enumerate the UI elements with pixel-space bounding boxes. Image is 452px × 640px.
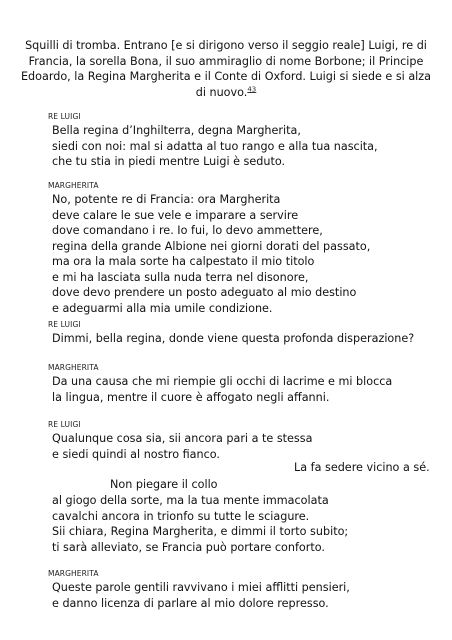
speech-line: Bella regina d’Inghilterra, degna Margherita, bbox=[52, 124, 301, 137]
speech-line: regina della grande Albione nei giorni dorati del passato, bbox=[52, 239, 371, 253]
stage-direction-line: Edoardo, la Regina Margherita e il Conte di Oxford. Luigi si siede e si alza bbox=[20, 70, 432, 83]
speech-block bbox=[52, 493, 348, 555]
speech-block bbox=[52, 331, 414, 347]
speech-line: Sii chiara, Regina Margherita, e dimmi il torto subito; bbox=[52, 525, 349, 538]
speech-line: siedi con noi: mal si adatta al tuo rango e alla tua nascita, bbox=[52, 139, 378, 153]
speaker-name: RE LUIGI bbox=[48, 112, 81, 121]
inline-stage-direction: La fa sedere vicino a sé. bbox=[294, 461, 430, 474]
speech-block bbox=[52, 374, 392, 405]
speaker-name: RE LUIGI bbox=[48, 420, 81, 429]
speech-line: e adeguarmi alla mia umile condizione. bbox=[52, 301, 273, 315]
speech-line-indented: Non piegare il collo bbox=[110, 478, 218, 491]
speech-line: ma ora la mala sorte ha calpestato il mio titolo bbox=[52, 255, 315, 268]
stage-direction-line: di nuovo. bbox=[195, 85, 248, 99]
speech-line: deve calare le sue vele e imparare a servire bbox=[52, 208, 299, 222]
speech-line: Qualunque cosa sia, sii ancora pari a te stessa bbox=[52, 432, 313, 445]
speech-line: cavalchi ancora in trionfo su tutte le sciagure. bbox=[52, 509, 310, 523]
speech-line: e danno licenza di parlare al mio dolore represso. bbox=[52, 596, 329, 610]
speech-line: Da una causa che mi riempie gli occhi di lacrime e mi blocca bbox=[52, 375, 393, 388]
speaker-name: MARGHERITA bbox=[48, 569, 99, 578]
speech-block bbox=[110, 477, 218, 493]
speech-line: al giogo della sorte, ma la tua mente immacolata bbox=[52, 494, 329, 507]
speech-line: No, potente re di Francia: ora Margherita bbox=[52, 193, 281, 206]
speech-line: e mi ha lasciata sulla nuda terra nel disonore, bbox=[52, 270, 309, 284]
speech-line: che tu stia in piedi mentre Luigi è seduto. bbox=[52, 155, 286, 168]
speaker-name: MARGHERITA bbox=[48, 181, 99, 190]
speech-block bbox=[52, 431, 312, 462]
speech-line: la lingua, mentre il cuore è affogato negli affanni. bbox=[52, 390, 330, 404]
stage-direction-line: Squilli di tromba. Entrano [e si dirigono verso il seggio reale] Luigi, re di bbox=[25, 39, 427, 52]
speech-line: dove devo prendere un posto adeguato al mio destino bbox=[52, 286, 357, 299]
speaker-name: MARGHERITA bbox=[48, 363, 99, 372]
speaker-name: RE LUIGI bbox=[48, 320, 81, 329]
speech-block bbox=[52, 580, 350, 611]
opening-stage-direction bbox=[10, 38, 442, 100]
stage-direction-last-line bbox=[10, 85, 442, 101]
speech-line: Dimmi, bella regina, donde viene questa profonda disperazione? bbox=[52, 332, 415, 345]
speech-block bbox=[52, 123, 378, 170]
stage-direction-line: Francia, la sorella Bona, il suo ammiraglio di nome Borbone; il Principe bbox=[28, 54, 424, 68]
footnote-link[interactable]: 43 bbox=[247, 84, 257, 93]
speech-block bbox=[52, 192, 370, 316]
speech-line: ti sarà alleviato, se Francia può portare conforto. bbox=[52, 540, 325, 554]
speech-line: Queste parole gentili ravvivano i miei afflitti pensieri, bbox=[52, 581, 350, 594]
speech-line: dove comandano i re. Io fui, lo devo ammettere, bbox=[52, 224, 323, 237]
speech-line: e siedi quindi al nostro fianco. bbox=[52, 447, 220, 461]
